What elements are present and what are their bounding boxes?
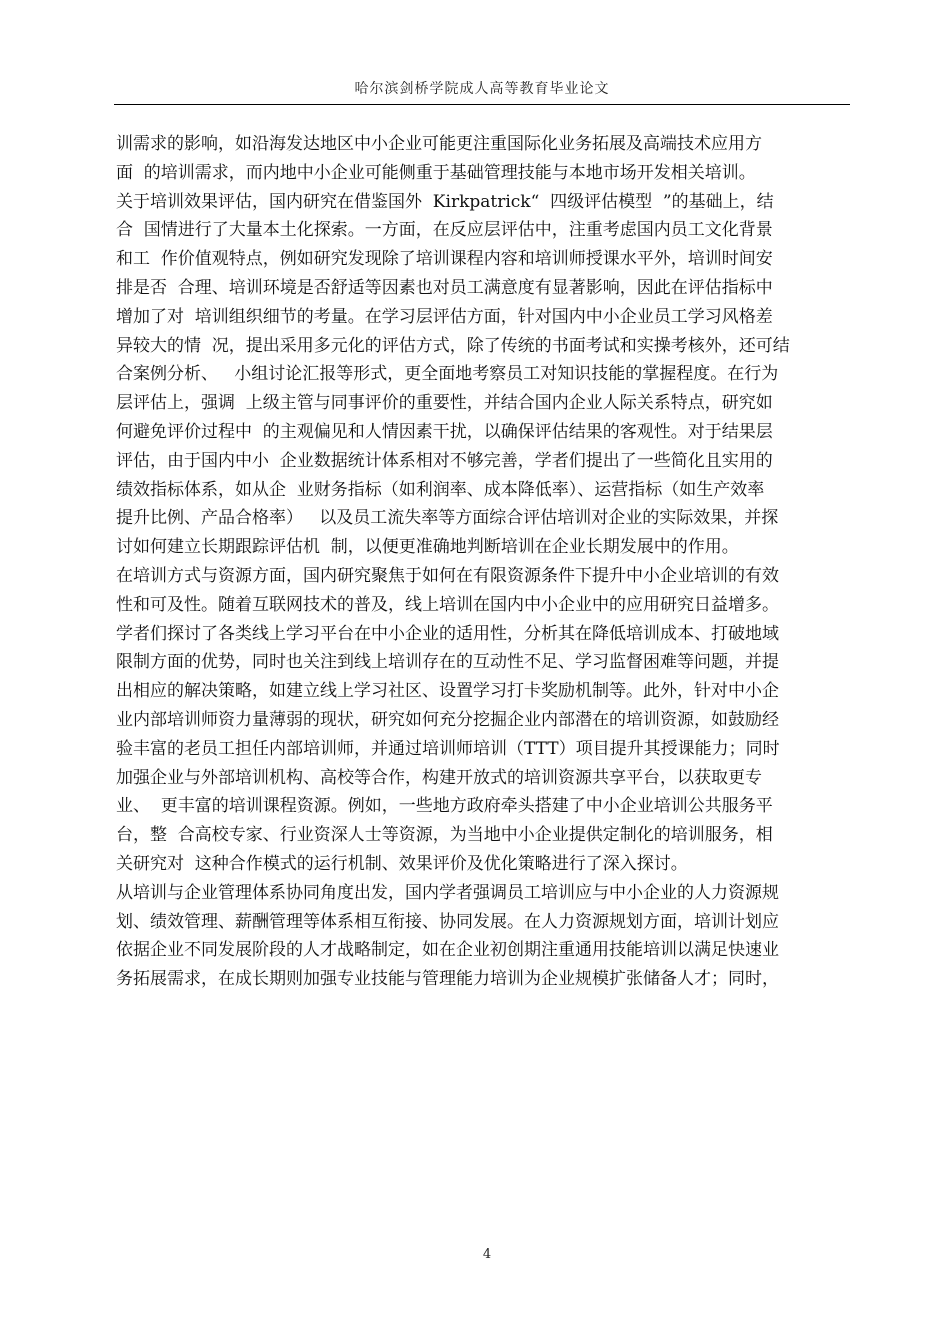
text-line: 合案例分析、 小组讨论汇报等形式，更全面地考察员工对知识技能的掌握程度。在行为 [116,364,779,385]
text-line: 绩效指标体系，如从企 业财务指标（如利润率、成本降低率）、运营指标（如生产效率 [116,479,765,500]
body-text [116,130,856,994]
text-line: 关于培训效果评估，国内研究在借鉴国外 Kirkpatrick“ 四级评估模型 ”的基础上，结 [116,191,774,212]
text-line: 增加了对 培训组织细节的考量。在学习层评估方面，针对国内中小企业员工学习风格差 [116,306,773,327]
text-line: 性和可及性。随着互联网技术的普及，线上培训在国内中小企业中的应用研究日益增多。 [116,594,779,615]
text-line: 关研究对 这种合作模式的运行机制、效果评价及优化策略进行了深入探讨。 [116,853,688,874]
page-number: 4 [482,1247,492,1262]
text-line: 合 国情进行了大量本土化探索。一方面，在反应层评估中，注重考虑国内员工文化背景 [116,220,773,241]
text-line: 划、绩效管理、薪酬管理等体系相互衔接、协同发展。在人力资源规划方面，培训计划应 [116,911,779,932]
text-line: 业、 更丰富的培训课程资源。例如，一些地方政府牵头搭建了中小企业培训公共服务平 [116,796,773,817]
text-line: 加强企业与外部培训机构、高校等合作，构建开放式的培训资源共享平台，以获取更专 [116,767,762,788]
header-divider [114,104,850,105]
text-line: 限制方面的优势，同时也关注到线上培训存在的互动性不足、学习监督困难等问题，并提 [116,652,779,673]
text-line: 何避免评价过程中 的主观偏见和人情因素干扰，以确保评估结果的客观性。对于结果层 [116,421,773,442]
text-line: 依据企业不同发展阶段的人才战略制定，如在企业初创期注重通用技能培训以满足快速业 [116,940,779,961]
text-line: 验丰富的老员工担任内部培训师，并通过培训师培训（TTT）项目提升其授课能力；同时 [116,738,780,759]
text-line: 排是否 合理、培训环境是否舒适等因素也对员工满意度有显著影响，因此在评估指标中 [116,277,773,298]
text-line: 出相应的解决策略，如建立线上学习社区、设置学习打卡奖励机制等。此外，针对中小企 [116,681,779,702]
text-line: 训需求的影响，如沿海发达地区中小企业可能更注重国际化业务拓展及高端技术应用方 [116,134,762,154]
text-line: 层评估上，强调 上级主管与同事评价的重要性，并结合国内企业人际关系特点，研究如 [116,393,773,414]
text-line: 评估，由于国内中小 企业数据统计体系相对不够完善，学者们提出了一些简化且实用的 [116,450,773,471]
text-line: 学者们探讨了各类线上学习平台在中小企业的适用性，分析其在降低培训成本、打破地域 [116,623,779,644]
text-line: 提升比例、产品合格率） 以及员工流失率等方面综合评估培训对企业的实际效果，并探 [116,508,779,529]
text-line: 和工 作价值观特点，例如研究发现除了培训课程内容和培训师授课水平外，培训时间安 [116,249,773,270]
text-line: 台，整 合高校专家、行业资深人士等资源，为当地中小企业提供定制化的培训服务，相 [116,825,773,846]
text-line: 面 的培训需求，而内地中小企业可能侧重于基础管理技能与本地市场开发相关培训。 [116,162,756,183]
text-line: 讨如何建立长期跟踪评估机 制，以便更准确地判断培训在企业长期发展中的作用。 [116,537,739,558]
text-line: 务拓展需求，在成长期则加强专业技能与管理能力培训为企业规模扩张储备人才；同时， [116,969,779,990]
text-line: 异较大的情 况，提出采用多元化的评估方式，除了传统的书面考试和实操考核外，还可结 [116,335,790,356]
text-line: 业内部培训师资力量薄弱的现状，研究如何充分挖掘企业内部潜在的培训资源，如鼓励经 [116,709,779,730]
text-line: 从培训与企业管理体系协同角度出发，国内学者强调员工培训应与中小企业的人力资源规 [116,882,779,903]
text-line: 在培训方式与资源方面，国内研究聚焦于如何在有限资源条件下提升中小企业培训的有效 [116,565,779,586]
page-header-title: 哈尔滨剑桥学院成人高等教育毕业论文 [354,81,610,97]
